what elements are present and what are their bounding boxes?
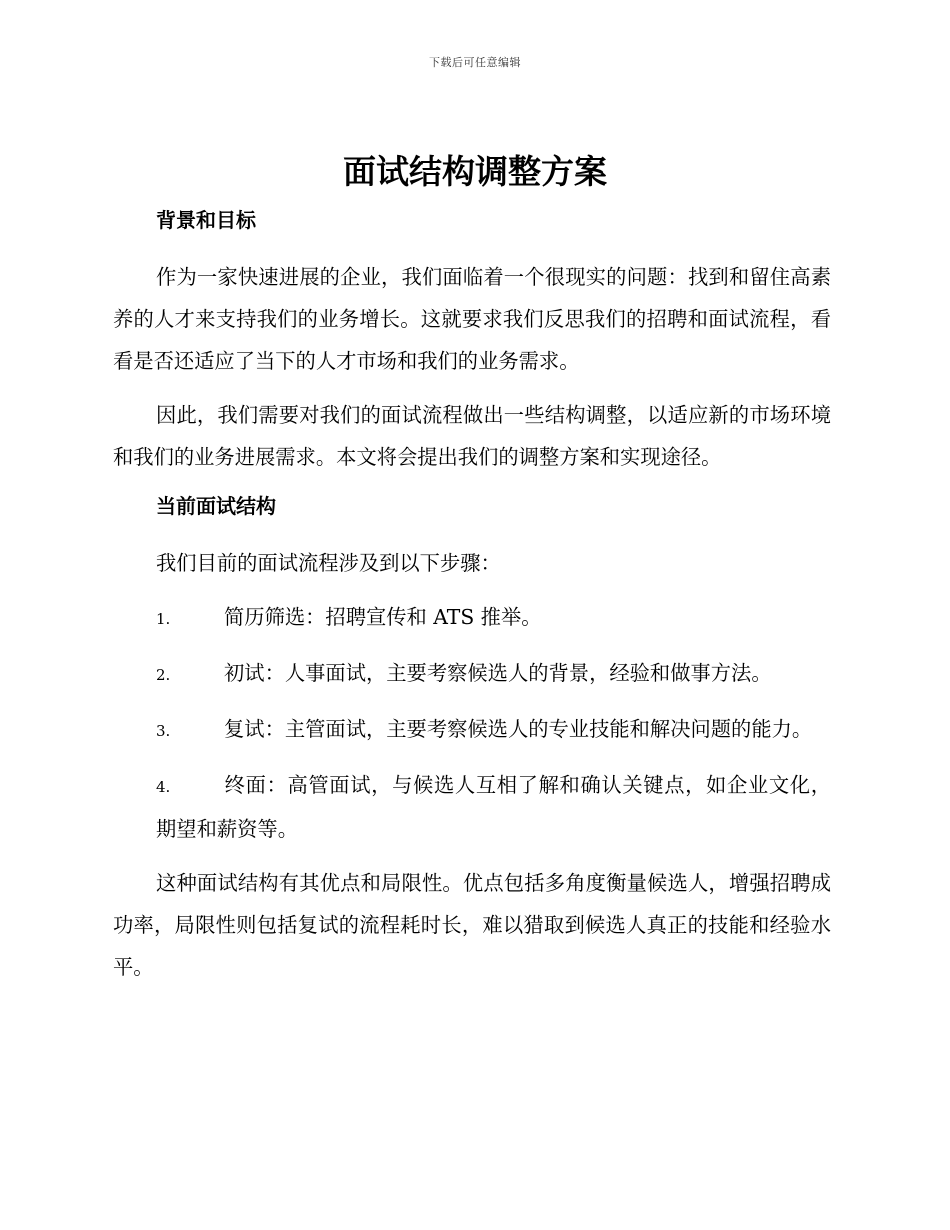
list-number: 3. (156, 722, 171, 740)
paragraph-conclusion: 这种面试结构有其优点和局限性。优点包括多角度衡量候选人，增强招聘成功率，局限性则包括复试的流程耗时长，难以猎取到候选人真正的技能和经验水平。 (113, 871, 831, 979)
page-header-note: 下载后可任意编辑 (429, 56, 521, 69)
list-text: 终面：高管面试，与候选人互相了解和确认关键点，如企业文化，期望和薪资等。 (156, 773, 831, 841)
document-body (113, 204, 831, 1000)
paragraph-background-1: 作为一家快速进展的企业，我们面临着一个很现实的问题：找到和留住高素养的人才来支持我们的业务增长。这就要求我们反思我们的招聘和面试流程，看看是否还适应了当下的人才市场和我们的业务需求。 (113, 265, 831, 373)
list-text: 初试：人事面试，主要考察候选人的背景，经验和做事方法。 (224, 661, 772, 685)
list-text: 简历筛选：招聘宣传和 ATS 推举。 (224, 605, 542, 629)
section-heading-current-structure: 当前面试结构 (156, 494, 276, 518)
document-title: 面试结构调整方案 (343, 152, 607, 191)
list-item-step-2 (113, 652, 831, 696)
list-item-step-4 (113, 764, 831, 850)
paragraph-steps-intro: 我们目前的面试流程涉及到以下步骤： (156, 551, 501, 575)
section-heading-background: 背景和目标 (156, 208, 256, 232)
list-number: 1. (156, 610, 171, 628)
paragraph-background-2: 因此，我们需要对我们的面试流程做出一些结构调整，以适应新的市场环境和我们的业务进展需求。本文将会提出我们的调整方案和实现途径。 (113, 403, 831, 469)
list-text: 复试：主管面试，主要考察候选人的专业技能和解决问题的能力。 (224, 717, 813, 741)
list-item-step-3 (113, 708, 831, 752)
list-number: 2. (156, 666, 171, 684)
list-item-step-1 (113, 596, 831, 640)
list-number: 4. (156, 778, 171, 796)
